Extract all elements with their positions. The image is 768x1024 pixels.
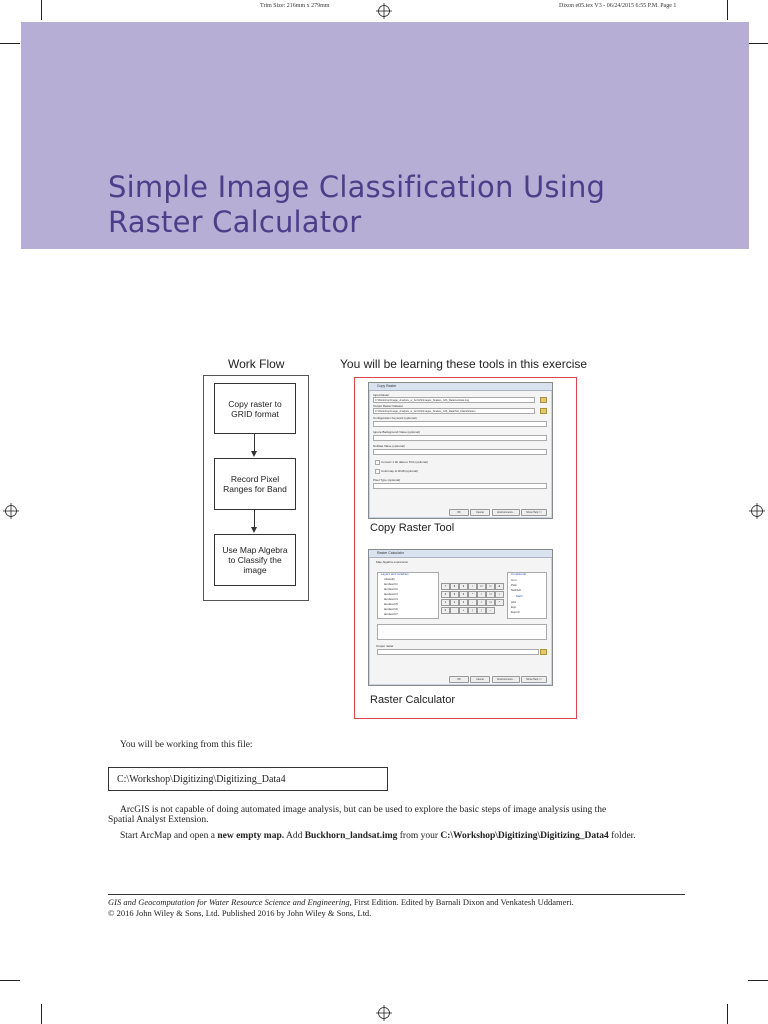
cancel-button[interactable]: Cancel — [470, 676, 490, 683]
folder-icon[interactable] — [540, 408, 547, 414]
step-text: Ranges for Band — [223, 484, 287, 494]
cancel-button[interactable]: Cancel — [470, 509, 490, 516]
calculator-key[interactable]: ~ — [486, 607, 495, 614]
folder-icon[interactable] — [540, 397, 547, 403]
environments-button[interactable]: Environments... — [492, 509, 520, 516]
function-item[interactable]: Abs — [511, 600, 517, 604]
book-title: GIS and Geocomputation for Water Resource Science and Engineering, — [108, 897, 352, 907]
layer-item[interactable]: landsat b2 — [384, 587, 398, 591]
calculator-key[interactable]: 7 — [441, 583, 450, 590]
expression-textarea[interactable] — [377, 624, 547, 640]
step-text: to Classify the — [228, 555, 282, 565]
calculator-key[interactable]: 0 — [441, 607, 450, 614]
workflow-step-map-algebra — [214, 534, 296, 586]
para2-mid-2: from your — [397, 831, 441, 841]
step-text: Copy raster to — [228, 398, 282, 409]
crop-mark — [748, 43, 768, 44]
calculator-key[interactable]: 5 — [450, 591, 459, 598]
step-text: Record Pixel — [230, 474, 280, 484]
calculator-keypad — [441, 583, 505, 613]
calculator-key[interactable]: == — [477, 583, 486, 590]
nodata-label: NoData Value (optional) — [373, 444, 405, 448]
layer-item[interactable]: landsat b6 — [384, 607, 398, 611]
para2-end: folder. — [608, 831, 636, 841]
output-raster-field[interactable] — [377, 649, 539, 655]
convert-label: Convert 1 bit data to 8 bit (optional) — [381, 460, 428, 464]
pixel-type-label: Pixel Type (optional) — [373, 478, 401, 482]
calculator-key[interactable]: - — [468, 599, 477, 606]
crop-mark — [727, 1004, 728, 1024]
functions-label: Conditional — [511, 572, 527, 576]
crop-mark — [748, 980, 768, 981]
registration-mark-icon — [749, 503, 765, 519]
layer-item[interactable]: landsat b7 — [384, 612, 398, 616]
raster-calculator-caption: Raster Calculator — [370, 694, 455, 706]
calculator-key[interactable]: < — [477, 599, 486, 606]
convert-checkbox[interactable] — [375, 460, 380, 465]
tools-title: You will be learning these tools in this exercise — [340, 357, 588, 371]
input-raster-field[interactable] — [373, 397, 535, 403]
calculator-key[interactable]: 1 — [441, 599, 450, 606]
working-from-text: You will be working from this file: — [120, 740, 253, 750]
layer-item[interactable]: rclassify — [384, 577, 395, 581]
function-item: Math — [516, 594, 523, 598]
calculator-key[interactable]: . — [450, 607, 459, 614]
para2-pre: Start ArcMap and open a — [120, 831, 218, 841]
footer-copyright: © 2016 John Wiley & Sons, Ltd. Published 2016 by John Wiley & Sons, Ltd. — [108, 908, 372, 918]
trim-size-text: Trim Size: 216mm x 279mm — [260, 3, 330, 9]
functions-list[interactable] — [507, 572, 547, 619]
calculator-key[interactable]: 3 — [459, 599, 468, 606]
page-title — [108, 170, 605, 240]
calculator-key[interactable]: 9 — [459, 583, 468, 590]
layer-item[interactable]: landsat b1 — [384, 582, 398, 586]
environments-button[interactable]: Environments... — [492, 676, 520, 683]
layer-item[interactable]: landsat b3 — [384, 592, 398, 596]
raster-calculator-titlebar: Raster Calculator — [369, 550, 552, 558]
paragraph-2 — [120, 831, 636, 841]
step-text: image — [243, 565, 267, 575]
calculator-key[interactable]: + — [459, 607, 468, 614]
function-item[interactable]: Con — [511, 578, 517, 582]
function-item[interactable]: Pick — [511, 583, 517, 587]
ok-button[interactable]: OK — [449, 676, 469, 683]
layers-label: Layers and variables — [381, 572, 409, 576]
config-keyword-field[interactable] — [373, 421, 547, 427]
file-path-box: C:\Workshop\Digitizing\Digitizing_Data4 — [108, 767, 388, 791]
step-text: GRID format — [231, 408, 279, 419]
calculator-key[interactable]: >= — [486, 591, 495, 598]
copy-raster-titlebar: Copy Raster — [369, 383, 552, 391]
nodata-field[interactable] — [373, 449, 547, 455]
colormap-checkbox[interactable] — [375, 469, 380, 474]
show-help-button[interactable]: Show Help >> — [521, 509, 547, 516]
ok-button[interactable]: OK — [449, 509, 469, 516]
para2-bold-1: new empty map. — [217, 831, 285, 841]
show-help-button[interactable]: Show Help >> — [521, 676, 547, 683]
output-raster-value: C:\Workshop\Image_Analysis_w_ArcGIS\Images_Snakes_GIS_Data\NH_Classification — [375, 409, 476, 413]
calculator-key[interactable]: > — [477, 591, 486, 598]
book-rest: First Edition. Edited by Barnali Dixon and Venkatesh Uddameri. — [351, 897, 574, 907]
workflow-arrow — [254, 509, 255, 527]
output-raster-field[interactable] — [373, 408, 535, 414]
pixel-type-select[interactable] — [373, 483, 547, 489]
para2-bold-3: C:\Workshop\Digitizing\Digitizing_Data4 — [440, 831, 609, 841]
input-raster-value: C:\Workshop\Image_Analysis_w_ArcGIS\Images_Snakes_GIS_Data\Landsat.img — [375, 398, 470, 402]
output-raster-label: Output Raster Dataset — [373, 404, 403, 408]
workflow-arrow-head — [251, 451, 257, 457]
copy-raster-caption: Copy Raster Tool — [370, 522, 455, 534]
calculator-key[interactable]: 6 — [459, 591, 468, 598]
raster-calculator-dialog — [368, 549, 553, 686]
file-info-text: Dixon e05.tex V3 - 06/24/2015 6:55 P.M. Page 1 — [559, 3, 677, 9]
footer-citation — [108, 897, 574, 907]
paragraph-1b-text: Spatial Analyst Extension. — [108, 815, 209, 825]
calculator-key[interactable]: ^ — [495, 599, 504, 606]
para2-bold-2: Buckhorn_landsat.img — [304, 831, 398, 841]
crop-mark — [727, 0, 728, 20]
calculator-key[interactable]: & — [495, 583, 504, 590]
calculator-key[interactable]: <= — [486, 599, 495, 606]
para2-mid-1: Add — [284, 831, 305, 841]
workflow-title: Work Flow — [228, 357, 285, 371]
calculator-key[interactable]: | — [495, 591, 504, 598]
calculator-key[interactable]: 2 — [450, 599, 459, 606]
calculator-key[interactable]: ( — [468, 607, 477, 614]
calculator-key[interactable]: != — [486, 583, 495, 590]
function-item[interactable]: Exp — [511, 605, 517, 609]
expression-label: Map Algebra expression — [376, 560, 409, 564]
copy-raster-dialog — [368, 382, 553, 519]
calculator-key[interactable]: 4 — [441, 591, 450, 598]
function-item[interactable]: Exp10 — [511, 610, 520, 614]
registration-mark-icon — [376, 1005, 392, 1021]
folder-icon[interactable] — [540, 649, 547, 655]
calculator-key[interactable]: * — [468, 591, 477, 598]
workflow-arrow — [254, 433, 255, 451]
title-line-2: Raster Calculator — [108, 205, 362, 239]
output-raster-label: Output raster — [376, 644, 394, 648]
footer-rule — [108, 894, 685, 895]
ignore-bg-field[interactable] — [373, 435, 547, 441]
crop-mark — [41, 1004, 42, 1024]
step-text: Use Map Algebra — [222, 545, 288, 555]
paragraph-1-text: ArcGIS is not capable of doing automated image analysis, but can be used to explore the basic steps of image analysis using the — [120, 805, 607, 815]
function-item[interactable]: SetNull — [511, 588, 521, 592]
paragraph-1 — [108, 805, 698, 825]
registration-mark-icon — [376, 3, 392, 19]
title-line-1: Simple Image Classification Using — [108, 170, 606, 204]
crop-mark — [0, 43, 20, 44]
ignore-bg-label: Ignore Background Value (optional) — [373, 430, 420, 434]
calculator-key[interactable]: / — [468, 583, 477, 590]
workflow-step-record-pixel — [214, 458, 296, 510]
workflow-step-copy-raster — [214, 383, 296, 434]
workflow-arrow-head — [251, 527, 257, 533]
calculator-key[interactable]: ) — [477, 607, 486, 614]
input-raster-label: Input Raster — [373, 393, 390, 397]
registration-mark-icon — [3, 503, 19, 519]
colormap-label: Colormap to RGB (optional) — [381, 469, 419, 473]
layer-item[interactable]: landsat b5 — [384, 602, 398, 606]
layers-list[interactable] — [377, 572, 439, 619]
layer-item[interactable]: landsat b4 — [384, 597, 398, 601]
crop-mark — [41, 0, 42, 20]
calculator-key[interactable]: 8 — [450, 583, 459, 590]
crop-mark — [0, 980, 20, 981]
config-keyword-label: Configuration Keyword (optional) — [373, 416, 417, 420]
